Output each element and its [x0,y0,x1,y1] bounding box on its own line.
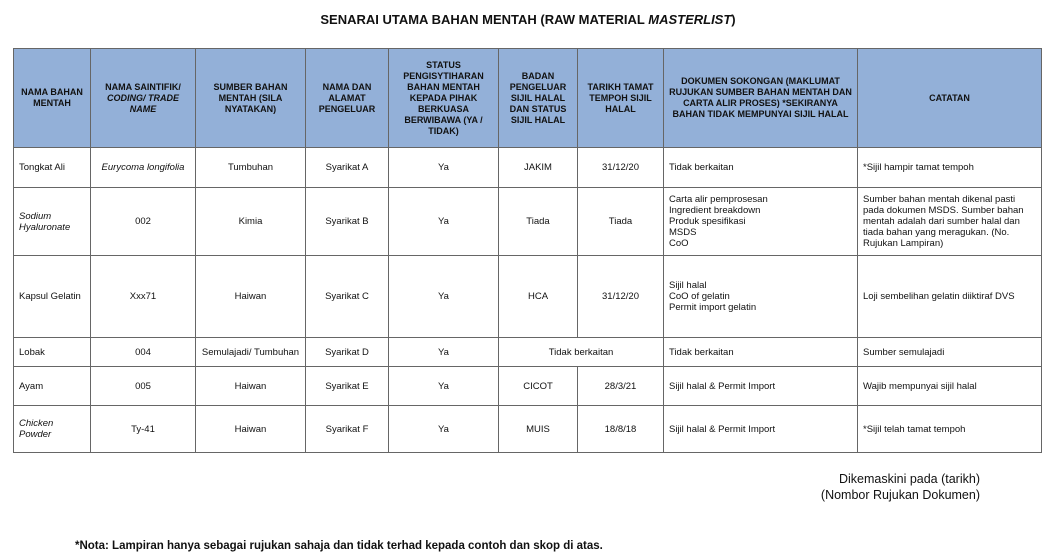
header-pengeluar: NAMA DAN ALAMAT PENGELUAR [306,49,389,148]
cell-saintifik: 005 [91,367,196,406]
title-end: ) [731,12,736,27]
header-row [14,49,1042,148]
table-row [14,188,1042,256]
cell-dokumen: Carta alir pemprosesan Ingredient breakdown Produk spesifikasi MSDS CoO [664,188,858,256]
header-catatan: CATATAN [858,49,1042,148]
cell-status: Ya [389,367,499,406]
cell-status: Ya [389,256,499,338]
cell-saintifik: Xxx71 [91,256,196,338]
cell-sumber: Tumbuhan [196,148,306,188]
header-sumber: SUMBER BAHAN MENTAH (SILA NYATAKAN) [196,49,306,148]
cell-catatan: *Sijil telah tamat tempoh [858,406,1042,453]
table-row [14,256,1042,338]
cell-badan-merged: Tidak berkaitan [499,338,664,367]
header-saintifik-a: NAMA SAINTIFIK/ [105,81,181,92]
update-info [821,471,980,503]
cell-saintifik: 002 [91,188,196,256]
cell-nama: Chicken Powder [14,406,91,453]
table-row [14,367,1042,406]
cell-nama: Lobak [14,338,91,367]
cell-badan: MUIS [499,406,578,453]
cell-tarikh: 31/12/20 [578,256,664,338]
cell-nama: Sodium Hyaluronate [14,188,91,256]
table-row [14,406,1042,453]
footnote: *Nota: Lampiran hanya sebagai rujukan sahaja dan tidak terhad kepada contoh dan skop di atas. [75,540,603,552]
cell-status: Ya [389,338,499,367]
cell-catatan: Sumber semulajadi [858,338,1042,367]
cell-saintifik: Ty-41 [91,406,196,453]
header-badan: BADAN PENGELUAR SIJIL HALAL DAN STATUS SIJIL HALAL [499,49,578,148]
cell-saintifik: 004 [91,338,196,367]
cell-catatan: Loji sembelihan gelatin diiktiraf DVS [858,256,1042,338]
table-row [14,148,1042,188]
cell-pengeluar: Syarikat D [306,338,389,367]
cell-dokumen: Sijil halal CoO of gelatin Permit import gelatin [664,256,858,338]
cell-pengeluar: Syarikat E [306,367,389,406]
cell-dokumen: Sijil halal & Permit Import [664,406,858,453]
cell-nama: Kapsul Gelatin [14,256,91,338]
title-text: SENARAI UTAMA BAHAN MENTAH (RAW MATERIAL [320,12,649,27]
cell-tarikh: Tiada [578,188,664,256]
cell-status: Ya [389,188,499,256]
cell-sumber: Semulajadi/ Tumbuhan [196,338,306,367]
header-saintifik-b: CODING/ TRADE NAME [107,92,179,114]
cell-pengeluar: Syarikat C [306,256,389,338]
document-reference: (Nombor Rujukan Dokumen) [820,488,980,502]
cell-dokumen: Tidak berkaitan [664,338,858,367]
masterlist-table [13,48,1042,453]
cell-pengeluar: Syarikat A [306,148,389,188]
header-tarikh: TARIKH TAMAT TEMPOH SIJIL HALAL [578,49,664,148]
header-status: STATUS PENGISYTIHARAN BAHAN MENTAH KEPADA PIHAK BERKUASA BERWIBAWA (YA / TIDAK) [389,49,499,148]
cell-catatan: *Sijil hampir tamat tempoh [858,148,1042,188]
page-title [0,12,1056,27]
cell-tarikh: 18/8/18 [578,406,664,453]
cell-dokumen: Tidak berkaitan [664,148,858,188]
updated-date: Dikemaskini pada (tarikh) [838,472,980,486]
header-nama: NAMA BAHAN MENTAH [14,49,91,148]
cell-catatan: Sumber bahan mentah dikenal pasti pada dokumen MSDS. Sumber bahan mentah adalah dari sumber halal dan tiada bahan yang meragukan. (No. Rujukan Lampiran) [858,188,1042,256]
cell-nama: Ayam [14,367,91,406]
header-saintifik [91,49,196,148]
cell-badan: CICOT [499,367,578,406]
cell-dokumen: Sijil halal & Permit Import [664,367,858,406]
cell-sumber: Haiwan [196,367,306,406]
cell-tarikh: 31/12/20 [578,148,664,188]
cell-saintifik: Eurycoma longifolia [91,148,196,188]
cell-badan: JAKIM [499,148,578,188]
cell-pengeluar: Syarikat F [306,406,389,453]
cell-status: Ya [389,406,499,453]
title-italic: MASTERLIST [648,12,732,27]
cell-tarikh: 28/3/21 [578,367,664,406]
cell-pengeluar: Syarikat B [306,188,389,256]
header-dokumen: DOKUMEN SOKONGAN (MAKLUMAT RUJUKAN SUMBER BAHAN MENTAH DAN CARTA ALIR PROSES) *SEKIRANYA BAHAN TIDAK MEMPUNYAI SIJIL HALAL [664,49,858,148]
cell-sumber: Haiwan [196,256,306,338]
cell-catatan: Wajib mempunyai sijil halal [858,367,1042,406]
cell-badan: Tiada [499,188,578,256]
cell-nama: Tongkat Ali [14,148,91,188]
table-row [14,338,1042,367]
cell-sumber: Haiwan [196,406,306,453]
cell-badan: HCA [499,256,578,338]
cell-sumber: Kimia [196,188,306,256]
cell-status: Ya [389,148,499,188]
